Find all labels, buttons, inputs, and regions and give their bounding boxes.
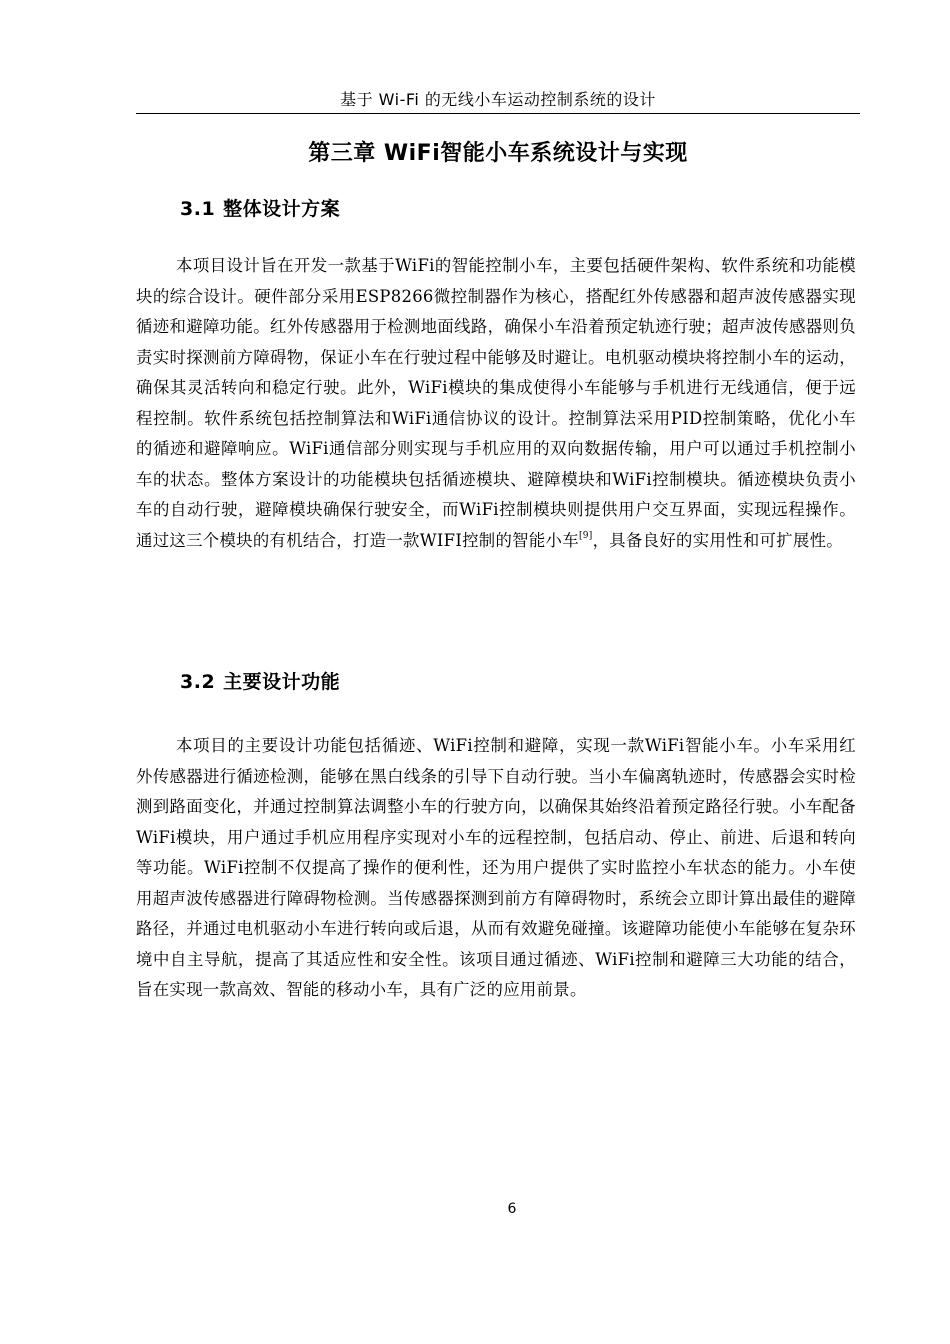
paragraph-text: 本项目设计旨在开发一款基于WiFi的智能控制小车，主要包括硬件架构、软件系统和功能模块的综合设计。硬件部分采用ESP8266微控制器作为核心，搭配红外传感器和超声波传感器实现循迹和避障功能。红外传感器用于检测地面线路，确保小车沿着预定轨迹行驶；超声波传感器则负责实时探测前方障碍物，保证小车在行驶过程中能够及时避让。电机驱动模块将控制小车的运动，确保其灵活转向和稳定行驶。此外，WiFi模块的集成使得小车能够与手机进行无线通信，便于远程控制。软件系统包括控制算法和WiFi通信协议的设计。控制算法采用PID控制策略，优化小车的循迹和避障响应。WiFi通信部分则实现与手机应用的双向数据传输，用户可以通过手机控制小车的状态。整体方案设计的功能模块包括循迹模块、避障模块和WiFi控制模块。循迹模块负责小车的自动行驶，避障模块确保行驶安全，而WiFi控制模块则提供用户交互界面，实现远程操作。通过这三个模块的有机结合，打造一款WIFI控制的智能小车 — [136, 256, 856, 550]
header-divider — [136, 113, 860, 114]
section-heading-3-2 — [180, 668, 340, 696]
section-title: 主要设计功能 — [223, 671, 341, 693]
running-header: 基于 Wi-Fi 的无线小车运动控制系统的设计 — [340, 90, 656, 109]
section-title: 整体设计方案 — [223, 198, 341, 220]
paragraph-text-tail: ，具备良好的实用性和可扩展性。 — [592, 530, 843, 550]
body-paragraph-overall-design — [136, 251, 856, 556]
section-number: 3.1 — [180, 198, 216, 220]
page-number: 6 — [507, 1201, 517, 1217]
body-paragraph-main-functions: 本项目的主要设计功能包括循迹、WiFi控制和避障，实现一款WiFi智能小车。小车采用红外传感器进行循迹检测，能够在黑白线条的引导下自动行驶。当小车偏离轨迹时，传感器会实时检测到路面变化，并通过控制算法调整小车的行驶方向，以确保其始终沿着预定路径行驶。小车配备WiFi模块，用户通过手机应用程序实现对小车的远程控制，包括启动、停止、前进、后退和转向等功能。WiFi控制不仅提高了操作的便利性，还为用户提供了实时监控小车状态的能力。小车使用超声波传感器进行障碍物检测。当传感器探测到前方有障碍物时，系统会立即计算出最佳的避障路径，并通过电机驱动小车进行转向或后退，从而有效避免碰撞。该避障功能使小车能够在复杂环境中自主导航，提高了其适应性和安全性。该项目通过循迹、WiFi控制和避障三大功能的结合，旨在实现一款高效、智能的移动小车，具有广泛的应用前景。 — [136, 736, 856, 999]
chapter-title: 第三章 WiFi智能小车系统设计与实现 — [308, 141, 688, 166]
citation-reference: [9] — [578, 530, 593, 541]
section-number: 3.2 — [180, 671, 216, 693]
section-heading-3-1 — [180, 195, 340, 223]
